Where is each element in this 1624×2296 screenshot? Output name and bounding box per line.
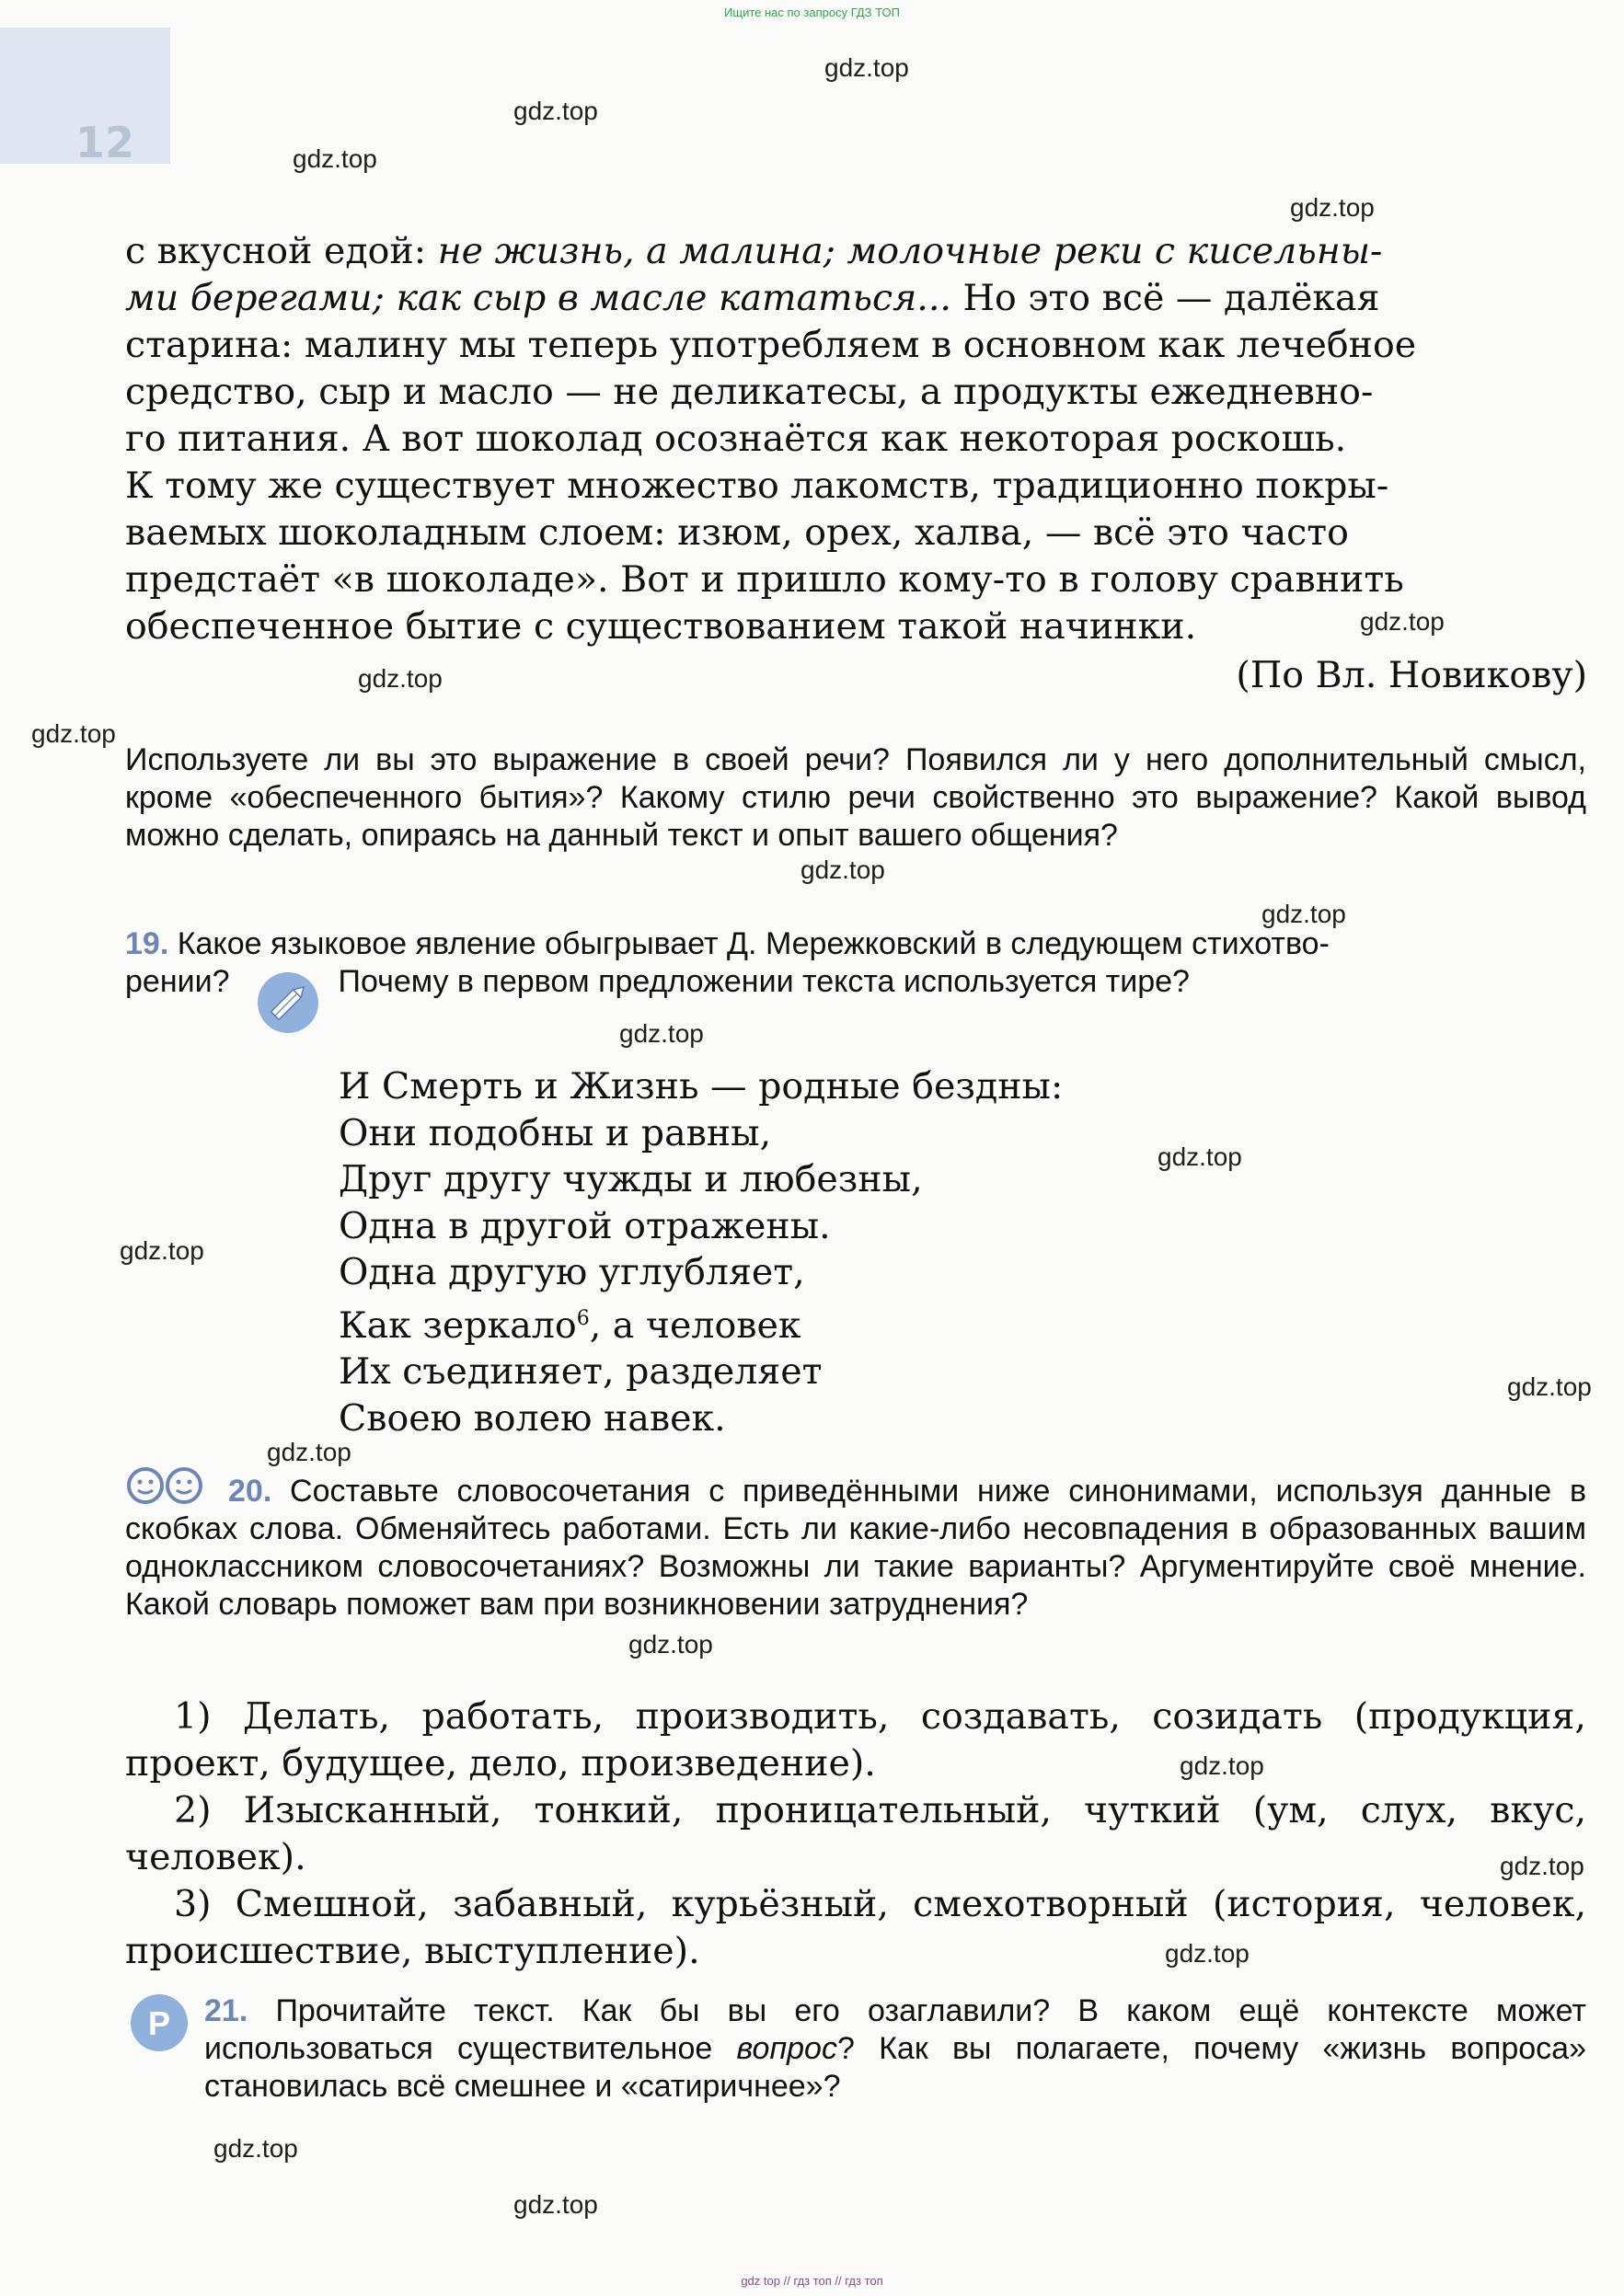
text-line: обеспеченное бытие с существованием такой начинки. <box>125 605 1197 648</box>
question-18: Используете ли вы это выражение в своей речи? Появился ли у него дополнительный смысл, кроме «обеспеченного бытия»? Какому стилю речи свойственно это выражение? Какой вывод можно сделать, опираясь на данный текст и опыт вашего общения? <box>125 742 1586 853</box>
watermark: gdz.top <box>120 1236 204 1265</box>
text-line: К тому же существует множество лакомств, традиционно покры- <box>125 465 1389 507</box>
list-item: 1) Делать, работать, производить, создавать, созидать (продукция, проект, будущее, дело, произведение). <box>125 1695 1586 1785</box>
footer-note: gdz top // гдз топ // гдз топ <box>741 2274 883 2288</box>
poem-line: Они подобны и равны, <box>339 1111 772 1154</box>
poem-line: Своею волею навек. <box>339 1396 726 1440</box>
text-line: старина: малину мы теперь употребляем в основном как лечебное <box>125 324 1417 366</box>
watermark: gdz.top <box>1500 1852 1584 1880</box>
watermark: gdz.top <box>1360 607 1445 636</box>
watermark: gdz.top <box>513 97 598 125</box>
poem-line: Их съединяет, разделяет <box>339 1350 823 1394</box>
watermark: gdz.top <box>1261 900 1346 928</box>
poem-line: Одна другую углубляет, <box>339 1251 805 1293</box>
exercise-number: 21. <box>204 1993 248 2028</box>
watermark: gdz.top <box>1290 193 1375 222</box>
watermark: gdz.top <box>513 2190 598 2219</box>
watermark: gdz.top <box>1180 1751 1264 1780</box>
top-note: Ищите нас по запросу ГДЗ ТОП <box>724 6 900 19</box>
watermark: gdz.top <box>824 53 909 82</box>
text-line: ваемых шоколадным слоем: изюм, орех, халва, — всё это часто <box>125 511 1349 554</box>
watermark: gdz.top <box>1507 1372 1592 1401</box>
reading-icon <box>129 1992 190 2053</box>
pencil-icon <box>256 970 320 1035</box>
exercise-20: 20. Составьте словосочетания с приведёнными ниже синонимами, используя данные в скобках слова. Обменяйтесь работами. Есть ли какие-либо несовпадения в образованных вашим одноклассником словосочетаниях? Возможны ли такие варианты? Аргументируйте своё мнение. Какой словарь поможет вам при возникновении затруднения? <box>125 1474 1587 1622</box>
watermark: gdz.top <box>267 1438 351 1466</box>
list-item: 2) Изысканный, тонкий, проницательный, чуткий (ум, слух, вкус, человек). <box>125 1789 1586 1878</box>
watermark: gdz.top <box>619 1019 704 1048</box>
poem-line: Как зеркало$^6$, а человек <box>339 1303 801 1347</box>
watermark: gdz.top <box>31 719 116 748</box>
poem <box>339 1063 1063 1441</box>
watermark: gdz.top <box>213 2134 298 2163</box>
text-line: го питания. А вот шоколад осознаётся как некоторая роскошь. <box>125 418 1347 460</box>
reading-badge-letter: P <box>147 2004 171 2042</box>
watermark: gdz.top <box>628 1630 713 1659</box>
exercise-21: 21. Прочитайте текст. Как бы вы его озаглавили? В каком ещё контексте может использоваться существительное вопрос? Как вы полагаете, почему «жизнь вопроса» становилась всё смешнее и «сатиричнее»? <box>204 1993 1587 2104</box>
page-number: 12 <box>75 118 135 167</box>
poem-line: Одна в другой отражены. <box>339 1204 831 1247</box>
exercise-19: 19. Какое языковое явление обыгрывает Д. Мережковский в следующем стихотво- рении? Почему в первом предложении текста используется тире? <box>125 926 1330 999</box>
text-line: с вкусной едой: не жизнь, а малина; молочные реки с кисельны- <box>125 230 1383 272</box>
poem-line: Друг другу чужды и любезны, <box>339 1158 923 1200</box>
watermark: gdz.top <box>1158 1142 1242 1171</box>
list-item: 3) Смешной, забавный, курьёзный, смехотворный (история, человек, происшествие, выступление). <box>125 1883 1586 1972</box>
watermark: gdz.top <box>1165 1939 1250 1968</box>
poem-line: И Смерть и Жизнь — родные бездны: <box>339 1065 1064 1108</box>
text-line: ми берегами; как сыр в масле кататься... Но это всё — далёкая <box>125 277 1380 319</box>
synonym-list <box>125 1693 1586 1975</box>
text-line: предстаёт «в шоколаде». Вот и пришло кому-то в голову сравнить <box>125 558 1404 601</box>
watermark: gdz.top <box>358 664 443 693</box>
main-text <box>125 228 1586 650</box>
author-attribution: (По Вл. Новикову) <box>1236 654 1587 696</box>
watermark: gdz.top <box>293 144 377 173</box>
watermark: gdz.top <box>800 855 885 884</box>
footnote-mark: 6 <box>576 1306 590 1330</box>
text-line: средство, сыр и масло — не деликатесы, а продукты ежедневно- <box>125 371 1374 413</box>
exercise-number: 19. <box>125 926 169 961</box>
exercise-number: 20. <box>228 1474 272 1509</box>
